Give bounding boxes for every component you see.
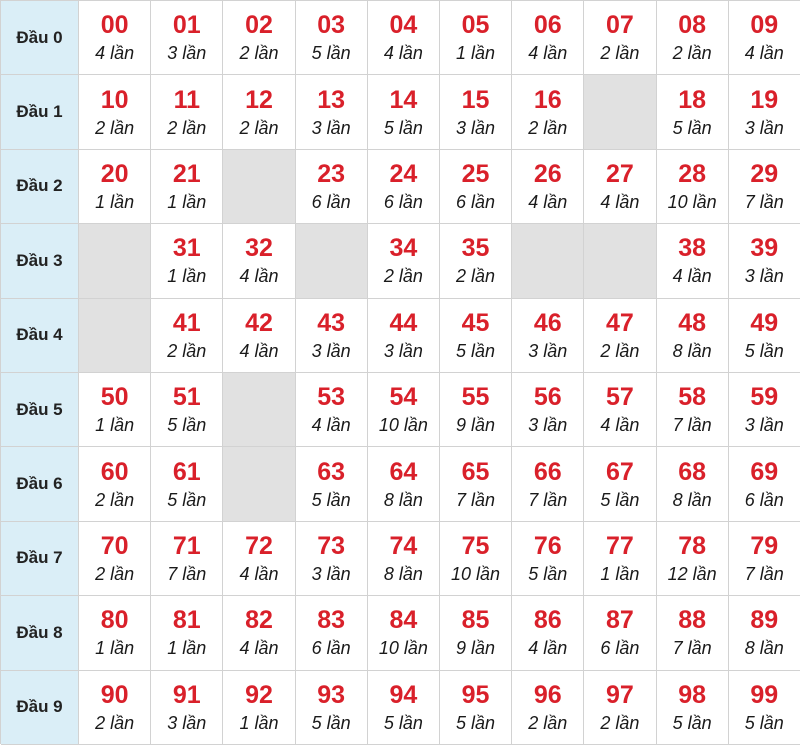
lottery-number: 94 <box>389 680 418 709</box>
number-cell <box>296 150 368 224</box>
number-cell <box>440 150 512 224</box>
number-cell <box>151 150 223 224</box>
lottery-number: 64 <box>389 457 418 486</box>
lottery-number: 21 <box>172 159 201 188</box>
occurrence-count: 4 lần <box>311 415 351 436</box>
lottery-number: 23 <box>317 159 346 188</box>
lottery-number: 91 <box>172 680 201 709</box>
number-cell <box>512 596 584 670</box>
lottery-number: 96 <box>533 680 562 709</box>
number-cell <box>657 1 729 75</box>
lottery-number: 61 <box>172 457 201 486</box>
occurrence-count: 2 lần <box>600 712 640 733</box>
lottery-number: 48 <box>678 308 706 337</box>
occurrence-count: 2 lần <box>528 712 568 733</box>
lottery-number: 28 <box>678 159 706 188</box>
occurrence-count: 1 lần <box>95 415 135 436</box>
occurrence-count: 3 lần <box>167 712 207 733</box>
row-header: Đầu 5 <box>1 373 79 447</box>
lottery-number: 00 <box>100 11 129 40</box>
occurrence-count: 3 lần <box>311 563 351 584</box>
lottery-number: 98 <box>678 680 706 709</box>
row-header: Đầu 4 <box>1 299 79 373</box>
lottery-number: 38 <box>678 234 706 263</box>
number-cell <box>440 75 512 149</box>
number-cell <box>296 447 368 521</box>
row-header: Đầu 3 <box>1 224 79 298</box>
number-cell <box>512 447 584 521</box>
occurrence-count: 2 lần <box>600 43 640 64</box>
lottery-number: 90 <box>100 680 129 709</box>
lottery-number: 56 <box>533 383 562 412</box>
number-cell <box>584 150 656 224</box>
occurrence-count: 5 lần <box>167 489 207 510</box>
occurrence-count: 2 lần <box>95 712 135 733</box>
empty-cell <box>584 224 656 298</box>
number-cell <box>296 671 368 745</box>
occurrence-count: 10 lần <box>378 415 428 436</box>
lottery-number: 68 <box>678 457 706 486</box>
number-cell <box>512 671 584 745</box>
number-cell <box>657 522 729 596</box>
row-header: Đầu 8 <box>1 596 79 670</box>
number-cell <box>584 299 656 373</box>
occurrence-count: 9 lần <box>456 638 496 659</box>
lottery-number: 92 <box>245 680 273 709</box>
number-cell <box>657 671 729 745</box>
lottery-number: 89 <box>750 606 779 635</box>
lottery-number: 84 <box>389 606 418 635</box>
number-cell <box>584 373 656 447</box>
number-cell <box>440 1 512 75</box>
occurrence-count: 8 lần <box>744 638 784 659</box>
row-header: Đầu 7 <box>1 522 79 596</box>
number-cell <box>79 150 151 224</box>
number-cell <box>151 75 223 149</box>
number-cell <box>584 671 656 745</box>
occurrence-count: 4 lần <box>528 638 568 659</box>
row-header: Đầu 9 <box>1 671 79 745</box>
number-cell <box>729 150 800 224</box>
number-cell <box>584 596 656 670</box>
number-cell <box>512 522 584 596</box>
number-cell <box>584 522 656 596</box>
lottery-number: 04 <box>389 11 418 40</box>
number-cell <box>79 75 151 149</box>
number-cell <box>296 596 368 670</box>
row-header: Đầu 6 <box>1 447 79 521</box>
occurrence-count: 2 lần <box>167 340 207 361</box>
number-cell <box>79 373 151 447</box>
empty-cell <box>223 373 295 447</box>
occurrence-count: 7 lần <box>744 563 784 584</box>
number-cell <box>151 596 223 670</box>
occurrence-count: 2 lần <box>528 117 568 138</box>
lottery-number: 11 <box>173 85 200 114</box>
lottery-number: 03 <box>317 11 346 40</box>
number-cell <box>79 522 151 596</box>
number-cell <box>657 150 729 224</box>
lottery-number: 43 <box>317 308 346 337</box>
number-cell <box>79 596 151 670</box>
occurrence-count: 4 lần <box>239 340 279 361</box>
number-cell <box>440 373 512 447</box>
number-cell <box>657 75 729 149</box>
lottery-number: 77 <box>606 531 634 560</box>
occurrence-count: 10 lần <box>667 191 717 212</box>
number-cell <box>368 75 440 149</box>
occurrence-count: 7 lần <box>744 191 784 212</box>
occurrence-count: 5 lần <box>672 117 712 138</box>
number-cell <box>296 75 368 149</box>
occurrence-count: 2 lần <box>383 266 423 287</box>
number-cell <box>657 299 729 373</box>
lottery-number: 81 <box>172 606 201 635</box>
occurrence-count: 5 lần <box>456 712 496 733</box>
lottery-number: 24 <box>389 159 418 188</box>
occurrence-count: 2 lần <box>239 117 279 138</box>
lottery-number: 83 <box>317 606 346 635</box>
occurrence-count: 3 lần <box>383 340 423 361</box>
lottery-number: 02 <box>245 11 273 40</box>
occurrence-count: 7 lần <box>167 563 207 584</box>
occurrence-count: 1 lần <box>456 43 496 64</box>
number-cell <box>512 150 584 224</box>
occurrence-count: 6 lần <box>600 638 640 659</box>
lottery-number: 70 <box>100 531 129 560</box>
lottery-number: 44 <box>389 308 418 337</box>
number-cell <box>440 224 512 298</box>
occurrence-count: 1 lần <box>167 191 207 212</box>
lottery-number: 16 <box>533 85 562 114</box>
occurrence-count: 4 lần <box>672 266 712 287</box>
lottery-number: 58 <box>678 383 706 412</box>
occurrence-count: 5 lần <box>456 340 496 361</box>
number-cell <box>657 373 729 447</box>
number-cell <box>440 299 512 373</box>
number-cell <box>657 596 729 670</box>
lottery-number: 20 <box>100 159 129 188</box>
occurrence-count: 5 lần <box>744 340 784 361</box>
number-cell <box>584 1 656 75</box>
occurrence-count: 6 lần <box>744 489 784 510</box>
number-cell <box>151 447 223 521</box>
lottery-number: 74 <box>389 531 418 560</box>
occurrence-count: 7 lần <box>528 489 568 510</box>
number-cell <box>79 447 151 521</box>
occurrence-count: 3 lần <box>311 117 351 138</box>
lottery-number: 88 <box>678 606 706 635</box>
number-cell <box>368 299 440 373</box>
row-header: Đầu 2 <box>1 150 79 224</box>
occurrence-count: 2 lần <box>95 117 135 138</box>
number-cell <box>296 1 368 75</box>
occurrence-count: 12 lần <box>667 563 717 584</box>
number-cell <box>368 671 440 745</box>
lottery-number: 66 <box>533 457 562 486</box>
occurrence-count: 10 lần <box>378 638 428 659</box>
number-cell <box>729 75 800 149</box>
occurrence-count: 5 lần <box>167 415 207 436</box>
occurrence-count: 4 lần <box>239 266 279 287</box>
occurrence-count: 4 lần <box>239 563 279 584</box>
occurrence-count: 3 lần <box>744 415 784 436</box>
occurrence-count: 9 lần <box>456 415 496 436</box>
occurrence-count: 4 lần <box>239 638 279 659</box>
occurrence-count: 3 lần <box>744 266 784 287</box>
lottery-number: 18 <box>678 85 706 114</box>
occurrence-count: 3 lần <box>528 415 568 436</box>
lottery-number: 41 <box>172 308 201 337</box>
lottery-number: 35 <box>461 234 490 263</box>
occurrence-count: 5 lần <box>600 489 640 510</box>
number-cell <box>440 596 512 670</box>
occurrence-count: 5 lần <box>383 712 423 733</box>
number-cell <box>368 150 440 224</box>
number-cell <box>296 522 368 596</box>
number-cell <box>79 1 151 75</box>
number-cell <box>368 522 440 596</box>
lottery-number: 13 <box>317 85 346 114</box>
occurrence-count: 10 lần <box>451 563 501 584</box>
occurrence-count: 6 lần <box>456 191 496 212</box>
occurrence-count: 3 lần <box>167 43 207 64</box>
lottery-number: 08 <box>678 11 706 40</box>
number-cell <box>440 447 512 521</box>
lottery-number: 59 <box>750 383 779 412</box>
lottery-number: 07 <box>606 11 634 40</box>
occurrence-count: 4 lần <box>528 43 568 64</box>
occurrence-count: 2 lần <box>672 43 712 64</box>
number-cell <box>223 299 295 373</box>
number-cell <box>79 671 151 745</box>
empty-cell <box>584 75 656 149</box>
lottery-number: 60 <box>100 457 129 486</box>
number-cell <box>512 75 584 149</box>
empty-cell <box>223 447 295 521</box>
lottery-number: 69 <box>750 457 779 486</box>
number-cell <box>729 447 800 521</box>
number-cell <box>657 224 729 298</box>
lottery-number: 51 <box>172 383 201 412</box>
occurrence-count: 3 lần <box>528 340 568 361</box>
occurrence-count: 8 lần <box>672 340 712 361</box>
lottery-number: 45 <box>461 308 490 337</box>
lottery-number: 01 <box>172 11 201 40</box>
occurrence-count: 2 lần <box>95 489 135 510</box>
lottery-number: 79 <box>750 531 779 560</box>
occurrence-count: 3 lần <box>456 117 496 138</box>
number-cell <box>729 373 800 447</box>
row-header: Đầu 0 <box>1 1 79 75</box>
occurrence-count: 7 lần <box>672 415 712 436</box>
lottery-number: 57 <box>606 383 634 412</box>
lottery-number: 06 <box>533 11 562 40</box>
lottery-number: 93 <box>317 680 346 709</box>
lottery-number: 27 <box>606 159 634 188</box>
occurrence-count: 5 lần <box>311 43 351 64</box>
occurrence-count: 4 lần <box>600 191 640 212</box>
occurrence-count: 7 lần <box>672 638 712 659</box>
number-cell <box>296 299 368 373</box>
number-cell <box>512 373 584 447</box>
number-cell <box>223 75 295 149</box>
occurrence-count: 4 lần <box>528 191 568 212</box>
lottery-number: 75 <box>461 531 490 560</box>
number-cell <box>729 671 800 745</box>
number-cell <box>729 299 800 373</box>
number-cell <box>584 447 656 521</box>
number-cell <box>223 596 295 670</box>
lottery-number: 73 <box>317 531 346 560</box>
lottery-number: 50 <box>100 383 129 412</box>
occurrence-count: 2 lần <box>239 43 279 64</box>
occurrence-count: 7 lần <box>456 489 496 510</box>
empty-cell <box>79 224 151 298</box>
empty-cell <box>512 224 584 298</box>
number-cell <box>729 522 800 596</box>
lottery-number: 10 <box>100 85 129 114</box>
lottery-number: 34 <box>389 234 418 263</box>
number-cell <box>440 671 512 745</box>
occurrence-count: 1 lần <box>239 712 279 733</box>
lottery-number: 85 <box>461 606 490 635</box>
occurrence-count: 2 lần <box>95 563 135 584</box>
lottery-number: 09 <box>750 11 779 40</box>
occurrence-count: 2 lần <box>456 266 496 287</box>
lottery-number: 80 <box>100 606 129 635</box>
occurrence-count: 5 lần <box>672 712 712 733</box>
number-cell <box>368 447 440 521</box>
lottery-number: 46 <box>533 308 562 337</box>
lottery-number: 99 <box>750 680 779 709</box>
lottery-number: 82 <box>245 606 273 635</box>
number-cell <box>223 224 295 298</box>
number-cell <box>512 1 584 75</box>
lottery-number: 86 <box>533 606 562 635</box>
occurrence-count: 3 lần <box>311 340 351 361</box>
lottery-number: 05 <box>461 11 490 40</box>
occurrence-count: 1 lần <box>167 266 207 287</box>
number-cell <box>440 522 512 596</box>
lottery-number: 42 <box>245 308 273 337</box>
occurrence-count: 5 lần <box>528 563 568 584</box>
number-cell <box>657 447 729 521</box>
lottery-number: 78 <box>678 531 706 560</box>
number-cell <box>512 299 584 373</box>
occurrence-count: 2 lần <box>167 117 207 138</box>
number-cell <box>151 671 223 745</box>
lottery-number: 32 <box>245 234 273 263</box>
number-cell <box>151 373 223 447</box>
lottery-number: 72 <box>245 531 273 560</box>
lottery-number: 26 <box>533 159 562 188</box>
number-cell <box>223 1 295 75</box>
occurrence-count: 5 lần <box>383 117 423 138</box>
number-cell <box>151 1 223 75</box>
occurrence-count: 5 lần <box>311 489 351 510</box>
lottery-number: 47 <box>606 308 634 337</box>
lottery-number: 95 <box>461 680 490 709</box>
lottery-number: 31 <box>172 234 201 263</box>
occurrence-count: 8 lần <box>383 489 423 510</box>
lottery-number: 76 <box>533 531 562 560</box>
lottery-number: 25 <box>461 159 490 188</box>
occurrence-count: 5 lần <box>311 712 351 733</box>
lottery-number: 63 <box>317 457 346 486</box>
lottery-number: 14 <box>389 85 418 114</box>
number-cell <box>223 671 295 745</box>
occurrence-count: 4 lần <box>383 43 423 64</box>
occurrence-count: 4 lần <box>95 43 135 64</box>
number-cell <box>368 224 440 298</box>
occurrence-count: 1 lần <box>167 638 207 659</box>
number-cell <box>151 224 223 298</box>
lottery-number: 49 <box>750 308 779 337</box>
occurrence-count: 6 lần <box>311 191 351 212</box>
lottery-number: 67 <box>606 457 634 486</box>
occurrence-count: 4 lần <box>744 43 784 64</box>
number-cell <box>296 373 368 447</box>
occurrence-count: 3 lần <box>744 117 784 138</box>
row-header: Đầu 1 <box>1 75 79 149</box>
lottery-number: 71 <box>172 531 201 560</box>
occurrence-count: 8 lần <box>383 563 423 584</box>
lottery-number: 39 <box>750 234 779 263</box>
lottery-number: 55 <box>461 383 490 412</box>
occurrence-count: 5 lần <box>744 712 784 733</box>
occurrence-count: 1 lần <box>95 638 135 659</box>
occurrence-count: 6 lần <box>311 638 351 659</box>
number-cell <box>151 522 223 596</box>
occurrence-count: 1 lần <box>95 191 135 212</box>
lottery-number: 87 <box>606 606 634 635</box>
number-cell <box>368 596 440 670</box>
lottery-number: 15 <box>461 85 490 114</box>
empty-cell <box>296 224 368 298</box>
number-cell <box>368 1 440 75</box>
number-cell <box>151 299 223 373</box>
lottery-number: 29 <box>750 159 779 188</box>
number-cell <box>729 1 800 75</box>
occurrence-count: 2 lần <box>600 340 640 361</box>
occurrence-count: 6 lần <box>383 191 423 212</box>
number-cell <box>729 224 800 298</box>
occurrence-count: 8 lần <box>672 489 712 510</box>
number-cell <box>729 596 800 670</box>
lottery-number: 97 <box>606 680 634 709</box>
lottery-number: 65 <box>461 457 490 486</box>
lottery-number: 54 <box>389 383 418 412</box>
empty-cell <box>223 150 295 224</box>
number-cell <box>368 373 440 447</box>
number-cell <box>223 522 295 596</box>
occurrence-count: 1 lần <box>600 563 640 584</box>
lottery-number: 19 <box>750 85 779 114</box>
lottery-number: 12 <box>245 85 273 114</box>
occurrence-count: 4 lần <box>600 415 640 436</box>
empty-cell <box>79 299 151 373</box>
lottery-number: 53 <box>317 383 346 412</box>
